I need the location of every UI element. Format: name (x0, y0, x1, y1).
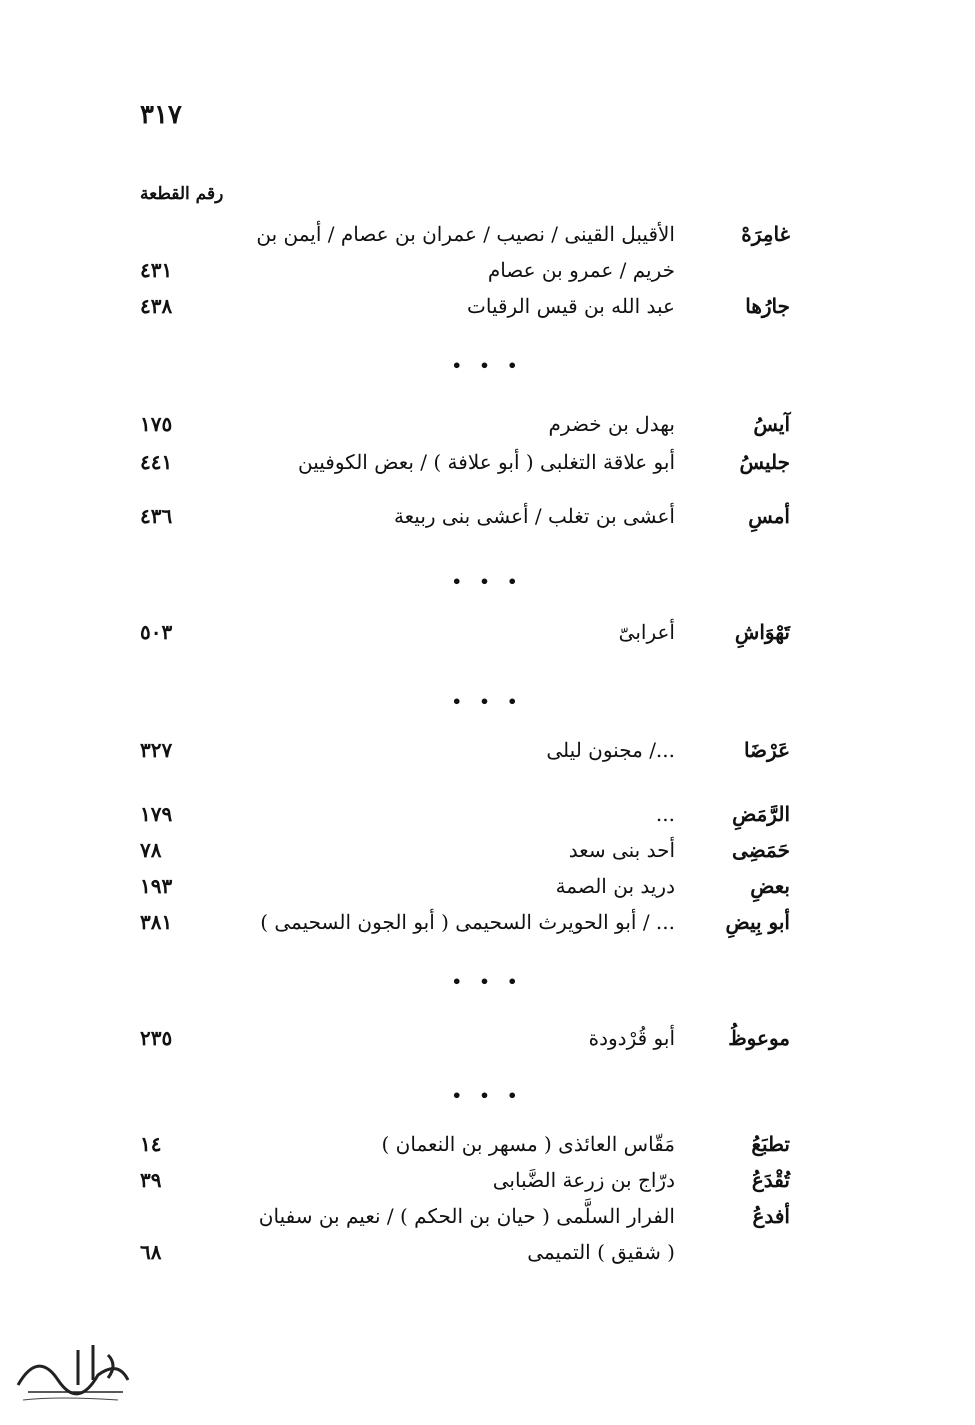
entry-line: ... (655, 802, 675, 826)
publisher-logo (8, 1330, 138, 1410)
entry-word: بعضِ (750, 874, 790, 898)
entry-number: ٤٣١ (140, 258, 173, 282)
entry-line: عبد الله بن قيس الرقيات (467, 294, 675, 318)
entry-number: ٦٨ (140, 1240, 162, 1264)
section-separator: • • • (451, 692, 524, 711)
entry-number: ٣٨١ (140, 910, 173, 934)
page-number: ٣١٧ (140, 100, 182, 130)
entry-word: أمسِ (748, 504, 790, 528)
entry-number: ٤٤١ (140, 450, 173, 474)
entry-word: غامِرَهْ (741, 222, 790, 246)
entry-word: آيسُ (753, 412, 790, 436)
entry-number: ٥٠٣ (140, 620, 173, 644)
entry-number: ١٩٣ (140, 874, 173, 898)
entry-word: أبو بِيضِ (725, 910, 790, 934)
entry-number: ٤٣٦ (140, 504, 173, 528)
entry-word: عَرْضَا (743, 738, 790, 762)
entry-word: جارُها (745, 294, 790, 318)
entry-word: أفدعُ (752, 1204, 790, 1228)
entry-line: ( شقيق ) التميمى (527, 1240, 675, 1264)
entry-number: ٧٨ (140, 838, 162, 862)
entry-number: ١٧٥ (140, 412, 173, 436)
entry-word: تطبَعُ (751, 1132, 790, 1156)
entry-line: ... / أبو الحويرث السحيمى ( أبو الجون السحيمى ) (260, 910, 675, 934)
entry-number: ١٧٩ (140, 802, 173, 826)
entry-line: الفرار السلَّمى ( حيان بن الحكم ) / نعيم بن سفيان (258, 1204, 675, 1228)
entry-line: دريد بن الصمة (555, 874, 675, 898)
section-separator: • • • (451, 356, 524, 375)
entry-word: تُقْدَعُ (751, 1168, 790, 1192)
section-separator: • • • (451, 972, 524, 991)
entry-line: أبو علاقة التغلبى ( أبو علافة ) / بعض الكوفيين (297, 450, 675, 474)
entry-line: خريم / عمرو بن عصام (487, 258, 675, 282)
entry-word: الرَّمَضِ (732, 802, 790, 826)
entry-line: درّاج بن زرعة الضَّبابى (492, 1168, 675, 1192)
entry-line: أعشى بن تغلب / أعشى بنى ربيعة (393, 504, 675, 528)
entry-line: مَقّاس العائذى ( مسهر بن النعمان ) (381, 1132, 675, 1156)
column-header: رقم القطعة (140, 184, 224, 204)
section-separator: • • • (451, 1086, 524, 1105)
entry-word: جليسُ (739, 450, 790, 474)
entry-line: أبو قُرْدودة (588, 1026, 675, 1050)
entry-word: موعوظُ (728, 1026, 790, 1050)
entry-number: ٢٣٥ (140, 1026, 173, 1050)
section-separator: • • • (451, 572, 524, 591)
entry-line: .../ مجنون ليلى (546, 738, 675, 762)
entry-number: ٤٣٨ (140, 294, 173, 318)
entry-word: حَمَضِى (732, 838, 790, 862)
entry-word: تَهْوَاشِ (734, 620, 790, 644)
entry-line: أحد بنى سعد (568, 838, 675, 862)
entry-line: أعرابىّ (618, 620, 675, 644)
entry-line: بهدل بن خضرم (548, 412, 675, 436)
entry-line: الأقيبل القينى / نصيب / عمران بن عصام / أيمن بن (256, 222, 675, 246)
entry-number: ١٤ (140, 1132, 162, 1156)
entry-number: ٣٩ (140, 1168, 162, 1192)
entry-number: ٣٢٧ (140, 738, 173, 762)
